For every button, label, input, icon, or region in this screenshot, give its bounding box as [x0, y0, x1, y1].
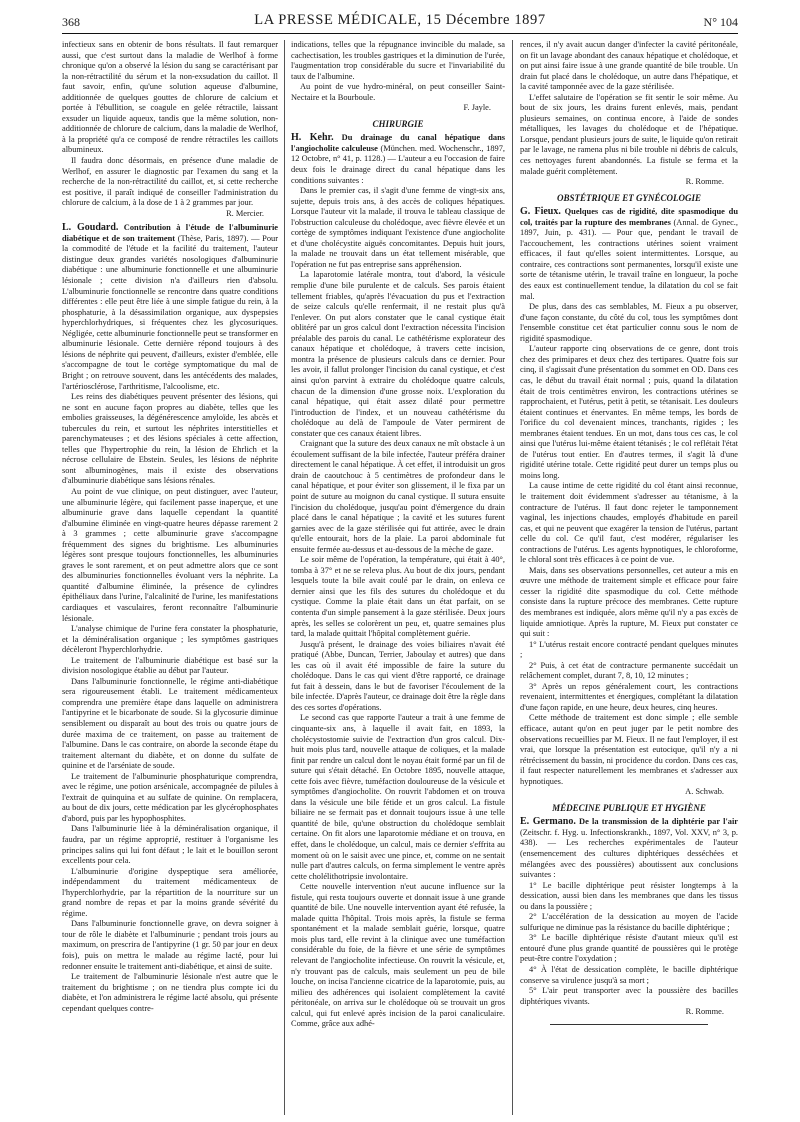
paragraph: Dans l'albuminurie liée à la déminéralisation organique, il faudra, par un régime approprié, restituer à l'organisme les principes salins qui lui font défaut ; le lait et le bouillon seront excellents pour cela.	[62, 824, 278, 866]
paragraph: Craignant que la suture des deux canaux ne mît obstacle à un écoulement suffisant de la bile infectée, l'auteur préféra drainer directement le canal hépatique. À cet effet, il introduisit un gros drain de caoutchouc à 5 centimètres de profondeur dans le canal hépatique, et pour éviter son glissement, il le fixa par un point de suture au moignon du canal cystique. Il sutura ensuite l'incision du cholédoque, jusqu'au point d'émergence du drain placé dans le canal hépatique ; la cavité et les sutures furent garnies avec de la gaze stérilisée qui fut attirée, avec le drain qu'elle entourait, hors de la plaie. La paroi abdominale fut ensuite fermée au-dessus et au-dessous de la mèche de gaze.	[291, 439, 505, 554]
article-author: H. Kehr.	[291, 132, 334, 144]
paragraph: L'albuminurie d'origine dyspeptique sera améliorée, indépendamment du traitement médicamenteux de l'hyperchlorhydrie, par la répartition de la nourriture sur un grand nombre de repas et par la moins grande sévérité du régime.	[62, 866, 278, 918]
article-title: Du drainage du canal hépatique dans l'angiocholite calculeuse	[291, 133, 505, 153]
column-2	[291, 40, 505, 1115]
paragraph: Au point de vue clinique, on peut distinguer, avec l'auteur, une albuminurie légère, qui facilement passe inaperçue, et une albuminurie grave dans laquelle cependant la quantité d'albumine éliminée en vingt-quatre heures dépasse rarement 2 à 3 grammes ; cette albuminurie grave s'accompagne fréquemment des signes du brightisme. Les albuminuries légères sont presque toujours fonctionnelles, les albuminuries graves le sont rarement, et on peut admettre alors que ce sont des albuminuries fonctionnelles évoluant vers la néphrite. La quantité d'albumine éliminée, la présence de cylindres épithéliaux dans l'urine, l'alcalinité de l'urine, les manifestations cardiaques et vasculaires, feront reconnaître l'albuminurie lésionale.	[62, 486, 278, 623]
article-reference: (Annal. de Gynec., 1897, Juin, p. 431). — Pour que, pendant le travail de l'accouchement, les contractions utérines soient vraiment efficaces, il faut qu'elles soient intermittentes. Lorsque, au contraire, ces contractions sont permanentes, lorsqu'il existe une sorte de tétanisme utérin, le travail traîne en longueur, la poche des eaux est continuellement tendue, la dilatation du col se fait mal.	[520, 217, 738, 301]
paragraph: Le traitement de l'albuminurie diabétique est basé sur la division nosologique établie au début par l'auteur.	[62, 655, 278, 676]
section-heading: CHIRURGIE	[372, 118, 424, 129]
article-author: E. Germano.	[520, 816, 576, 828]
paragraph: Dans l'albuminurie fonctionnelle, le régime anti-diabétique sera rigoureusement établi. Le traitement médicamenteux comprendra une première étape dans laquelle on administrera l'antipyrine et le bicarbonate de soude. Si la glycosurie diminue sensiblement ou disparaît au bout des trois ou quatre jours de durée maxima de ce traitement, on passe au traitement de l'albumine. Dans le cas contraire, on aborde la seconde étape du traitement alternant du diabète, et on donne du sulfate de quinine et de l'arséniate de soude.	[62, 676, 278, 771]
paragraph: La cause intime de cette rigidité du col étant ainsi reconnue, le traitement doit évidemment s'adresser au tétanisme, à la contracture de l'utérus. Il faut donc rejeter le tamponnement vaginal, les injections chaudes, employés d'habitude en pareil cas, et qui ne peuvent que exagérer la tension de l'utérus, partant celle du col. Ce qu'il faut, c'est modérer, régulariser les contractions de l'utérus. Les agents hypnotiques, le chloroforme, le chloral sont très efficaces à ce point de vue.	[520, 481, 738, 565]
article-lead	[520, 817, 738, 880]
conclusion-item: 3° Le bacille diphtérique résiste d'autant mieux qu'il est entouré d'une plus grande quantité de poussières qui le protège peut-être contre l'oxydation ;	[520, 933, 738, 964]
signature: R. Romme.	[685, 177, 724, 187]
issue-number: N° 104	[703, 15, 738, 29]
article-lead	[291, 133, 505, 186]
conclusion-item: 4° À l'état de dessication complète, le bacille diphtérique conserve sa virulence jusqu'à sa mort ;	[520, 965, 738, 985]
paragraph: rences, il n'y avait aucun danger d'infecter la cavité péritonéale, on fit un lavage abondant des canaux hépatique et cholédoque, et on put ainsi faire issue à une grande quantité de bile trouble. Un drain fut placé dans le cholédoque, un autre dans l'hépatique, et la cavité tamponnée avec de la gaze stérilisée.	[520, 40, 738, 92]
signature: R. Romme.	[685, 1007, 724, 1017]
section-heading: MÉDECINE PUBLIQUE ET HYGIÈNE	[552, 802, 706, 813]
column-divider	[512, 40, 513, 1115]
article-author: G. Fieux.	[520, 206, 561, 218]
paragraph: Le traitement de l'albuminurie lésionale n'est autre que le traitement du brightisme ; on ne tiendra plus compte ici du diabète, et l'on administrera le régime lacté absolu, qui présente cependant quelques contre-	[62, 972, 278, 1013]
article-title: De la transmission de la diphtérie par l'air	[579, 817, 738, 827]
article-author: L. Goudard.	[62, 222, 119, 234]
paragraph: La laparotomie latérale montra, tout d'abord, la vésicule remplie d'une bile purulente et de calculs. Ses parois étaient tellement friables, qu'après l'évacuation du pus et l'extraction de seize calculs qu'elle renfermait, il ne restait plus qu'à l'enlever. On put alors constater que le canal cystique était oblitéré par un gros calcul dont l'extraction nécessita l'incision préalable des parois du canal. Le cathétérisme explorateur des canaux hépatique et cholédoque, à travers cette incision, montra la présence de plusieurs calculs dans ce dernier. Pour les avoir, il fallut prolonger l'incision du canal cystique, et c'est ainsi qu'on parvint à extraire du cholédoque quatre calculs, chacun de la dimension d'une grosse noix. L'exploration du canal hépatique, qui était assez dilaté pour permettre l'introduction de l'index, et un nouveau cathétérisme du cholédoque au delà de l'ampoule de Vater permirent de constater que ces canaux étaient libres.	[291, 270, 505, 438]
column-1	[62, 40, 278, 1115]
signature: R. Mercier.	[226, 208, 264, 218]
conclusion-item: 5° L'air peut transporter avec la poussière des bacilles diphtériques vivants.	[520, 986, 738, 1006]
article-title: Contribution à l'étude de l'albuminurie diabétique et de son traitement	[62, 223, 278, 243]
paragraph: L'effet salutaire de l'opération se fit sentir le soir même. Au bout de six jours, les drains furent enlevés, mais, pendant plusieurs semaines, on continua encore, à l'aide de sondes métalliques, les lavages du cholédoque et de l'hépatique. Lorsque, pendant plusieurs jours de suite, le liquide qu'on retirait par le lavage, ne ramena plus ni bile trouble ni débris de calculs, ces nettoyages furent abandonnés. La fistule se ferma et la malade guérit complètement.	[520, 92, 738, 176]
paragraph: Il faudra donc désormais, en présence d'une maladie de Werlhof, en assurer le diagnostic par l'examen du sang et la recherche de la non-rétractilité du caillot, et, si cette recherche est positive, il paraît indiqué de conseiller l'administration du chlorure de calcium, à la dose de 1 à 2 grammes par jour.	[62, 156, 278, 208]
article-lead	[520, 207, 738, 302]
page-number: 368	[62, 15, 80, 29]
paragraph: L'auteur rapporte cinq observations de ce genre, dont trois chez des primipares et deux chez des tertipares. Quatre fois sur cinq, il s'agissait d'une présentation du sommet en OD. Dans ces cas, le début du travail était normal ; puis, quand la dilatation était de trois centimètres environ, les contractions utérines se rapprochaient, et l'utérus, petit à petit, se tétanisait. Les douleurs étaient continues et énervantes. En même temps, les bords de l'orifice du col devenaient minces, tranchants, rigides ; les membranes étaient tendues. En un mot, dans tous ces cas, le col ainsi que l'utérus lui-même étaient tétanisés ; le col reflétait l'état de l'utérus tout entier. En d'autres termes, il s'agit là d'une rigidité utérine totale. Cette rigidité peut durer un temps plus ou moins long.	[520, 344, 738, 480]
section-heading: OBSTÉTRIQUE ET GYNÉCOLOGIE	[556, 192, 702, 203]
paragraph: Dans l'albuminurie fonctionnelle grave, on devra soigner à tour de rôle le diabète et l'albuminurie ; pendant trois jours au maximum, on prescrira de l'antipyrine (1 gr. 50 par jour en deux fois), puis on mettra le malade au régime lacté, pour lui redonner ensuite le traitement anti-diabétique, et ainsi de suite.	[62, 919, 278, 971]
paragraph: indications, telles que la répugnance invincible du malade, sa cachectisation, les troubles gastriques et la diminution de l'urée, l'augmentation trop considérable du sucre et l'invariabilité du taux de l'albumine.	[291, 40, 505, 81]
column-3	[520, 40, 738, 1115]
article-reference: (München. med. Wochenschr., 1897, 12 Octobre, n° 41, p. 1128.) — L'auteur a eu l'occasion de faire deux fois le drainage direct du canal hépatique dans les conditions suivantes :	[291, 143, 505, 185]
article-reference: (Thèse, Paris, 1897). — Pour la commodité de l'étude et la facilité du traitement, l'auteur distingue deux grandes variétés nosologiques d'albuminurie diabétique : une albuminurie fonctionnelle et une albuminurie lésionale ; cette division n'a d'ailleurs rien d'absolu. L'albuminurie fonctionnelle se rencontre dans quatre conditions différentes : elle peut être liée à une simple fatigue du rein, à la phosphaturie, à la désassimilation organique, aux dyspepsies hyperchlorhydriques, si fréquentes chez les glycosuriques. Négligée, cette albuminurie fonctionnelle peut se transformer en albuminurie lésionale. Cette dernière répond toujours à des lésions de néphrite qui peuvent, d'ailleurs, exister d'emblée, elle s'accompagne de tout le cortège symptomatique du mal de Bright ; on retrouve souvent, dans les antécédents des malades, l'artériosclérose, l'arthritisme, l'alcoolisme, etc.	[62, 233, 278, 391]
article-reference: (Zeitschr. f. Hyg. u. Infectionskrankh., 1897, Vol. XXV, n° 3, p. 438). — Les recherches expérimentales de l'auteur (ensemencement des cultures diphtériques desséchées et mélangées avec des poussières) aboutissent aux conclusions suivantes :	[520, 827, 738, 880]
paragraph: Cette méthode de traitement est donc simple ; elle semble efficace, autant qu'on en peut juger par le petit nombre des observations recueillies par M. Fieux. Il ne faut l'employer, il est vrai, que lorsque la présentation est eutocique, qu'il n'y a ni rétrécissement du bassin, ni procidence du cordon. Dans ces cas, il faut respecter naturellement les membranes et s'adresser aux hypnotiques.	[520, 713, 738, 786]
signature: F. Jayle.	[463, 103, 491, 113]
column-divider	[284, 40, 285, 1115]
paragraph: De plus, dans des cas semblables, M. Fieux a pu observer, d'une façon constante, du côté du col, tous les symptômes dont l'ensemble constitue cet état particulier connu sous le nom de rigidité spasmodique.	[520, 302, 738, 343]
paragraph: Cette nouvelle intervention n'eut aucune influence sur la fistule, qui resta toujours ouverte et donnait issue à une grande quantité de bile. Une nouvelle intervention ayant été refusée, la malade quitta l'hôpital. Trois mois après, la fistule se ferma spontanément et la malade semblait guérie, lorsque, quatre mois plus tard, elle revint à la clinique avec une tuméfaction considérable du foie, de la fièvre et une série de symptômes relevant de l'angiocholite infectieuse. On rouvrit la vésicule, et, n'y trouvant pas de calculs, mais seulement un peu de bile louche, on incisa l'ancienne cicatrice de la laparotomie, puis, au milieu des adhérences qui isolaient complètement la cavité péritonéale, on arriva sur le cholédoque où se trouvait un gros calcul, qui fut enlevé après incision de la paroi canaliculaire. Comme, grâce aux adhé-	[291, 882, 505, 1029]
conclusion-item: 1° Le bacille diphtérique peut résister longtemps à la dessication, aussi bien dans les membranes que dans les tissus ou dans la poussière ;	[520, 880, 738, 911]
paragraph: 1° L'utérus restait encore contracté pendant quelques minutes ;	[520, 639, 738, 660]
paragraph: Dans le premier cas, il s'agit d'une femme de vingt-six ans, sujette, depuis trois ans, à des accès de coliques hépatiques. Lorsque l'auteur vit la malade, il trouva le tableau classique de l'obstruction calculeuse du cholédoque, avec fièvre élevée et un cortège de symptômes indiquant l'existence d'une angiocholite et d'une cholécystite aiguës concomitantes. Depuis huit jours, la malade ne trouvait dans un état tellement misérable, que l'opération ne fut pas entreprise sans appréhension.	[291, 186, 505, 269]
closing-rule	[550, 1024, 708, 1025]
journal-title: LA PRESSE MÉDICALE, 15 Décembre 1897	[254, 12, 546, 28]
paragraph: Le second cas que rapporte l'auteur a trait à une femme de cinquante-six ans, à laquelle il avait fait, en 1893, la cholécystostomie suivie de l'extraction d'un gros calcul. Dix-huit mois plus tard, nouvelle attaque de coliques, et la malade finit par rendre un calcul dont le noyau était formé par un fil de suture qui s'était détaché. En Octobre 1895, nouvelle attaque, cette fois avec fièvre, tuméfaction douloureuse de la vésicule et symptômes d'angiocholite. On rouvrit l'abdomen et on trouva dans la vésicule une bile fétide et un gros calcul. La fistule biliaire ne se fermait pas et donnait toujours issue à une telle quantité de bile, qu'une obstruction du cholédoque semblait certaine. On fit alors une laparotomie médiane et on trouva, en effet, dans le cholédoque, un calcul, mais ce dernier s'effrita au moment où on le saisit avec une pince, et, comme on ne sentait nulle part d'autres calculs, on ferma simplement le ventre après cette cholélithotripsie involontaire.	[291, 713, 505, 881]
signature: A. Schwab.	[685, 787, 724, 797]
paragraph: 2° Puis, à cet état de contracture permanente succédait un relâchement complet, durant 7, 8, 10, 12 minutes ;	[520, 660, 738, 681]
paragraph: 3° Après un repos généralement court, les contractions revenaient, intermittentes et énergiques, complétant la dilatation d'une façon rapide, en une heure, deux heures, cinq heures.	[520, 681, 738, 712]
paragraph: L'analyse chimique de l'urine fera constater la phosphaturie, et la déminéralisation organique ; les symptômes gastriques décèleront l'hyperchlorhydrie.	[62, 624, 278, 655]
paragraph: Le traitement de l'albuminurie phosphaturique comprendra, avec le régime, une potion arsénicale, accompagnée de pilules à l'extrait de quinquina et au sulfate de quinine. On remplacera, au bout de dix jours, cette médication par les glycérophosphates d'abord, puis par les hypophosphites.	[62, 771, 278, 823]
paragraph: Jusqu'à présent, le drainage des voies biliaires n'avait été pratiqué (Abbe, Duncan, Terrier, Jaboulay et autres) que dans les cas où il avait été impossible de faire la suture du cholédoque. Dans le cas qui vient d'être rapporté, ce drainage fut fait à dessein, dans le but de favoriser l'écoulement de la bile infectée. D'après l'auteur, ce drainage doit être la règle dans des ces sortes d'opérations.	[291, 639, 505, 712]
article-lead	[62, 223, 278, 392]
paragraph: Le soir même de l'opération, la température, qui était à 40°, tomba à 37° et ne se releva plus. Au bout de dix jours, pendant lesquels toute la bile avait coulé par le drain, on enleva ce dernier ainsi que les fils des sutures du cholédoque et du cystique. Comme la plaie était dans un état parfait, on se contenta d'un simple pansement à la gaze stérilisée. Deux jours après, les selles se colorèrent un peu, et, quatre semaines plus tard, la malade quittait l'hôpital complètement guérie.	[291, 555, 505, 639]
paragraph: infectieux sans en obtenir de bons résultats. Il faut remarquer aussi, que c'est surtout dans la maladie de Werlhof à forme chronique qu'on a observé la lésion du sang se caractérisant par la non-rétractilité du sérum et la non-exsudation du caillot. Il faut savoir, enfin, qu'une solution aqueuse d'albumine, additionnée de quelques gouttes de chlorure de calcium et portée à l'ébullition, se coagule en gelée rétractile, laissant exsuder un liquide aqueux, tandis que la même solution, non-additionnée de chlorure de calcium, dans la maladie de Werlhof, à la propriété qu'a ce composé de rendre rétractiles les caillots albumineux.	[62, 40, 278, 155]
page-header	[62, 8, 738, 34]
conclusion-item: 2° L'accélération de la dessication au moyen de l'acide sulfurique ne diminue pas la résistance du bacille diphtérique ;	[520, 912, 738, 932]
paragraph: Les reins des diabétiques peuvent présenter des lésions, qui ne sont en aucune façon propres au diabète, telles que les embolies graisseuses, la dégénérescence amyloïde, les abcès et tubercules du rein, et surtout les néphrites interstitielles et parenchymateuses ; et des lésions spéciales à cette affection, telles que l'hypertrophie du rein, la lésion de Ehrlich et la nécrose cellulaire de Ebstein. Seules, les lésions de néphrite sont albuminogènes, mais il existe des observations d'albuminurie diabétique sans lésions rénales.	[62, 392, 278, 486]
paragraph: Mais, dans ses observations personnelles, cet auteur a mis en œuvre une méthode de traitement simple et efficace pour faire cesser la rigidité dite spasmodique du col. Cette méthode consiste dans la rupture précoce des membranes. Cette rupture des membranes est indiquée, alors même qu'il n'y a pas excès de liquide amniotique. Après la rupture, M. Fieux put constater ce qui suit :	[520, 565, 738, 639]
paragraph: Au point de vue hydro-minéral, on peut conseiller Saint-Nectaire et la Bourboule.	[291, 82, 505, 102]
article-title: Quelques cas de rigidité, dite spasmodique du col, traités par la rupture des membranes	[520, 207, 738, 227]
